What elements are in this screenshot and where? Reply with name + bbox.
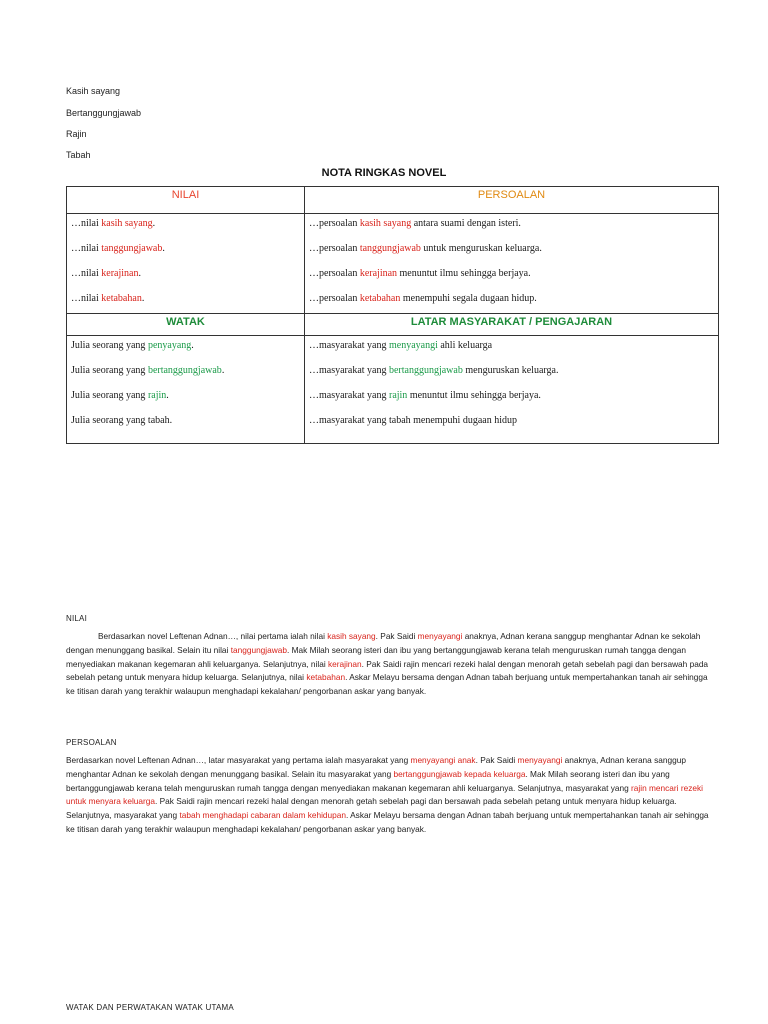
table-row: …masyarakat yang rajin menuntut ilmu sehingga berjaya. [309,390,541,401]
list-item: Tabah [66,150,91,160]
watak-list [67,336,304,435]
table-row: …nilai kerajinan. [71,268,141,279]
table-row: …masyarakat yang tabah menempuhi dugaan hidup [309,415,517,426]
header-persoalan: PERSOALAN [477,189,546,201]
header-latar: LATAR MASYARAKAT / PENGAJARAN [410,316,613,328]
table-row: …nilai ketabahan. [71,293,145,304]
table-row: Julia seorang yang tabah. [71,415,173,426]
table-row: …masyarakat yang bertanggungjawab menguruskan keluarga. [309,365,559,376]
table-row: …persoalan ketabahan menempuhi segala dugaan hidup. [309,293,537,304]
header-nilai: NILAI [171,189,200,201]
page-title: NOTA RINGKAS NOVEL [321,167,447,179]
table-row: …persoalan tanggungjawab untuk menguruskan keluarga. [309,243,542,254]
section-title-watak: WATAK DAN PERWATAKAN WATAK UTAMA [66,1003,234,1012]
table-row: Julia seorang yang rajin. [71,390,169,401]
list-item: Rajin [66,129,87,139]
table-row: …persoalan kasih sayang antara suami dengan isteri. [309,218,521,229]
table-row: …persoalan kerajinan menuntut ilmu sehingga berjaya. [309,268,531,279]
header-watak: WATAK [166,316,205,328]
table-row: …nilai tanggungjawab. [71,243,165,254]
paragraph-nilai: Berdasarkan novel Leftenan Adnan…, nilai pertama ialah nilai kasih sayang. Pak Saidi menyayangi anaknya, Adnan kerana sanggup menghantar Adnan ke sekolah dengan menunggang basikal. Selain itu nilai tanggungjawab. Mak Milah seorang isteri dan ibu yang bertanggungjawab kerana telah menguruskan rumah tangga dengan menyediakan makanan kegemaran ahli keluarganya. Selanjutnya, nilai kerajinan. Pak Saidi rajin mencari rezeki halal dengan menorah getah sebelah pagi dan bersawah pada sebelah petang untuk menyara hidup keluarga. Selanjutnya, nilai ketabahan. Askar Melayu bersama dengan Adnan tabah berjuang untuk mempertahankan tanah air sehingga ke titisan darah yang terakhir walaupun menghadapi kekalahan/ pengorbanan askar yang banyak. [66,631,709,697]
list-item: Bertanggungjawab [66,108,142,118]
section-title-nilai: NILAI [66,614,88,623]
paragraph-persoalan: Berdasarkan novel Leftenan Adnan…, latar masyarakat yang pertama ialah masyarakat yang menyayangi anak. Pak Saidi menyayangi anaknya, Adnan kerana sanggup menghantar Adnan ke sekolah dengan menunggang basikal. Selain itu masyarakat yang bertanggungjawab kepada keluarga. Mak Milah seorang isteri dan ibu yang bertanggungjawab kerana telah menguruskan rumah tangga dengan menyediakan makanan kegemaran ahli keluarganya. Selanjutnya, masyarakat yang rajin mencari rezeki untuk menyara keluarga. Pak Saidi rajin mencari rezeki halal dengan menorah getah sebelah pagi dan bersawah pada sebelah petang untuk menyara hidup keluarga. Selanjutnya, masyarakat yang tabah menghadapi cabaran dalam kehidupan. Askar Melayu bersama dengan Adnan tabah berjuang untuk mempertahankan tanah air sehingga ke titisan darah yang terakhir walaupun menghadapi kekalahan/ pengorbanan askar yang banyak. [66,755,709,834]
nilai-list [67,214,304,313]
summary-table [66,186,719,444]
persoalan-list [305,214,718,313]
list-item: Kasih sayang [66,86,121,96]
latar-list [305,336,718,435]
table-row: Julia seorang yang bertanggungjawab. [71,365,225,376]
table-row: Julia seorang yang penyayang. [71,340,194,351]
section-title-persoalan: PERSOALAN [66,738,117,747]
table-row: …masyarakat yang menyayangi ahli keluarga [309,340,493,351]
table-row: …nilai kasih sayang. [71,218,156,229]
